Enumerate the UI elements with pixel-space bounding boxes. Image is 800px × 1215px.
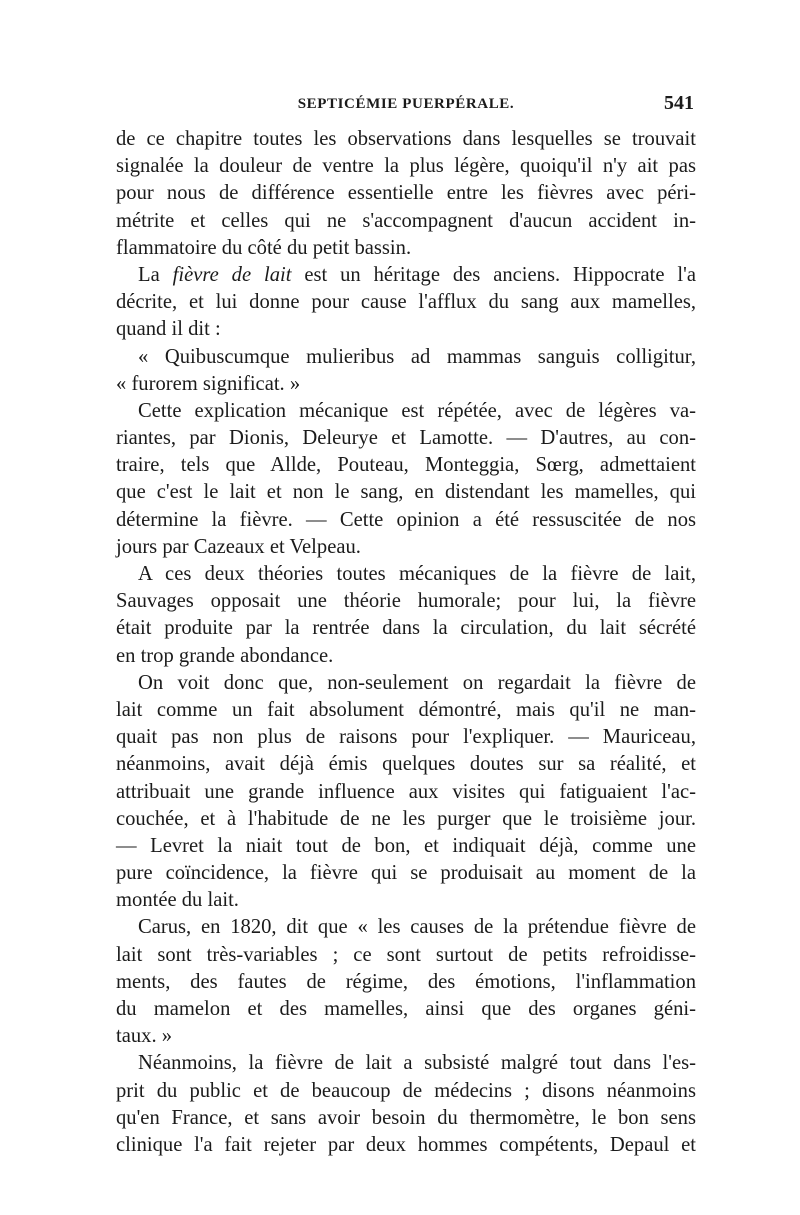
text-line: quand il dit : xyxy=(116,318,221,341)
text-line: ments, des fautes de régime, des émotions, l'inflammation xyxy=(116,970,696,993)
text-line: que c'est le lait et non le sang, en distendant les mamelles, qui xyxy=(116,481,696,504)
text-line: quait pas non plus de raisons pour l'expliquer. — Mauriceau, xyxy=(116,726,696,749)
text-line: traire, tels que Allde, Pouteau, Monteggia, Sœrg, admettaient xyxy=(116,454,696,477)
text-line: prit du public et de beaucoup de médecins ; disons néanmoins xyxy=(116,1079,696,1102)
text-line: « Quibuscumque mulieribus ad mammas sanguis colligitur, xyxy=(138,345,696,368)
text-line: détermine la fièvre. — Cette opinion a été ressuscitée de nos xyxy=(116,508,696,531)
text-line: attribuait une grande influence aux visites qui fatiguaient l'ac- xyxy=(116,780,696,803)
text-line: flammatoire du côté du petit bassin. xyxy=(116,236,412,259)
text-line: « furorem significat. » xyxy=(116,372,301,395)
page-number: 541 xyxy=(664,92,694,114)
text-line: métrite et celles qui ne s'accompagnent d'aucun accident in- xyxy=(116,209,696,232)
text-line: pour nous de différence essentielle entre les fièvres avec péri- xyxy=(116,182,696,205)
text-line: pure coïncidence, la fièvre qui se produisait au moment de la xyxy=(116,862,696,885)
text-line: montée du lait. xyxy=(116,889,239,912)
text-line: en trop grande abondance. xyxy=(116,644,334,667)
italic-phrase: fièvre de lait xyxy=(172,263,292,286)
text-line: décrite, et lui donne pour cause l'afflux du sang aux mamelles, xyxy=(116,291,696,314)
text-segment: La xyxy=(138,263,173,286)
running-title: SEPTICÉMIE PUERPÉRALE. xyxy=(297,96,515,112)
text-line: qu'en France, et sans avoir besoin du thermomètre, le bon sens xyxy=(116,1106,696,1129)
running-head xyxy=(118,92,694,120)
text-line: — Levret la niait tout de bon, et indiquait déjà, comme une xyxy=(116,834,696,857)
text-line: lait comme un fait absolument démontré, mais qu'il ne man- xyxy=(116,698,696,721)
text-line: Carus, en 1820, dit que « les causes de la prétendue fièvre de xyxy=(138,916,696,939)
text-line: taux. » xyxy=(116,1025,173,1048)
text-segment: est un héritage des anciens. Hippocrate l'a xyxy=(291,263,696,286)
body-text xyxy=(116,126,696,1159)
text-line: couchée, et à l'habitude de ne les purger que le troisième jour. xyxy=(116,807,696,830)
text-line: signalée la douleur de ventre la plus légère, quoiqu'il n'y ait pas xyxy=(116,155,696,178)
text-line: riantes, par Dionis, Deleurye et Lamotte. — D'autres, au con- xyxy=(116,427,696,450)
text-line: On voit donc que, non-seulement on regardait la fièvre de xyxy=(138,671,696,694)
text-line: Néanmoins, la fièvre de lait a subsisté malgré tout dans l'es- xyxy=(138,1052,696,1075)
text-line: de ce chapitre toutes les observations dans lesquelles se trouvait xyxy=(116,128,696,150)
text-line: lait sont très-variables ; ce sont surtout de petits refroidisse- xyxy=(116,943,696,966)
text-line: jours par Cazeaux et Velpeau. xyxy=(116,535,361,558)
text-line: Cette explication mécanique est répétée, avec de légères va- xyxy=(138,399,696,422)
text-line: Sauvages opposait une théorie humorale; pour lui, la fièvre xyxy=(116,590,696,613)
text-line xyxy=(116,262,696,289)
text-line: A ces deux théories toutes mécaniques de la fièvre de lait, xyxy=(138,563,696,585)
text-line: néanmoins, avait déjà émis quelques doutes sur sa réalité, et xyxy=(116,753,696,776)
text-line: du mamelon et des mamelles, ainsi que des organes géni- xyxy=(116,998,696,1020)
text-line: clinique l'a fait rejeter par deux hommes compétents, Depaul et xyxy=(116,1133,696,1156)
text-line: était produite par la rentrée dans la circulation, du lait sécrété xyxy=(116,617,696,640)
